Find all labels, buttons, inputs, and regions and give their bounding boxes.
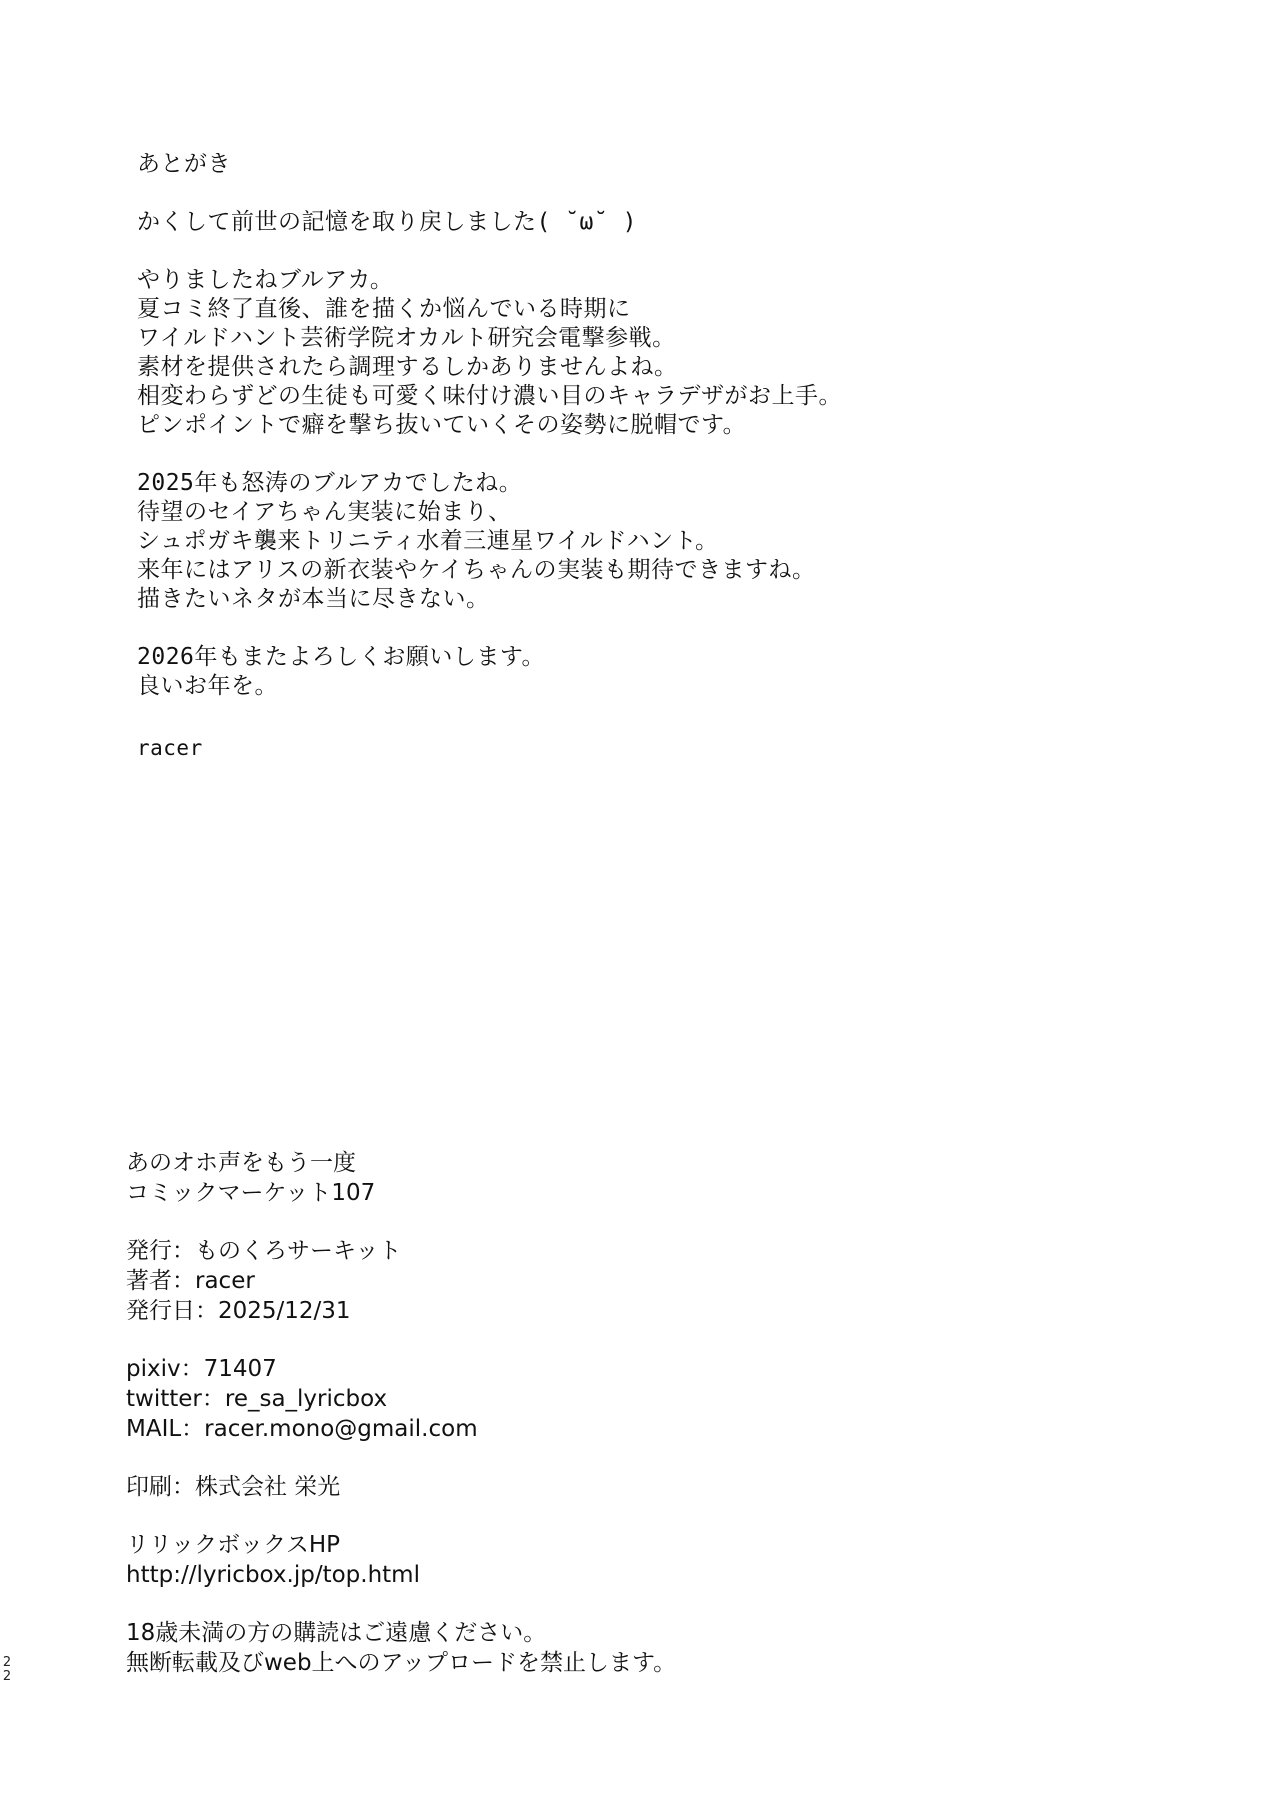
colophon-section bbox=[126, 1148, 1026, 1678]
spacer bbox=[126, 1502, 1026, 1530]
homepage-url: http://lyricbox.jp/top.html bbox=[126, 1562, 420, 1588]
afterword-line: やりましたねブルアカ。 bbox=[137, 267, 394, 293]
spacer bbox=[137, 614, 1137, 643]
spacer bbox=[126, 1590, 1026, 1618]
spacer bbox=[126, 1208, 1026, 1236]
twitter-handle: twitter：re_sa_lyricbox bbox=[126, 1386, 388, 1412]
event-name: コミックマーケット107 bbox=[126, 1180, 376, 1206]
book-title: あのオホ声をもう一度 bbox=[126, 1150, 356, 1176]
homepage-label: リリックボックスHP bbox=[126, 1532, 341, 1558]
afterword-line: 夏コミ終了直後、誰を描くか悩んでいる時期に bbox=[137, 296, 631, 322]
mail-address: MAIL：racer.mono@gmail.com bbox=[126, 1416, 478, 1442]
afterword-line: 2026年もまたよろしくお願いします。 bbox=[137, 644, 546, 670]
author: 著者：racer bbox=[126, 1268, 255, 1294]
page-number-digit: 2 bbox=[2, 1669, 12, 1684]
reprint-notice: 無断転載及びweb上へのアップロードを禁止します。 bbox=[126, 1650, 677, 1676]
afterword-heading: あとがき bbox=[137, 151, 231, 177]
afterword-line: 待望のセイアちゃん実装に始まり、 bbox=[137, 499, 512, 525]
spacer bbox=[137, 701, 1137, 730]
publisher: 発行：ものくろサーキット bbox=[126, 1238, 402, 1264]
printer: 印刷：株式会社 栄光 bbox=[126, 1474, 341, 1500]
spacer bbox=[137, 237, 1137, 266]
spacer bbox=[126, 1444, 1026, 1472]
publish-date: 発行日：2025/12/31 bbox=[126, 1298, 351, 1324]
afterword-line: 素材を提供されたら調理するしかありませんよね。 bbox=[137, 354, 678, 380]
afterword-line: かくして前世の記憶を取り戻しました( ˘ω˘ ) bbox=[137, 209, 637, 235]
afterword-line: ピンポイントで癖を撃ち抜いていくその姿勢に脱帽です。 bbox=[137, 412, 747, 438]
spacer bbox=[137, 179, 1137, 208]
afterword-line: シュポガキ襲来トリニティ水着三連星ワイルドハント。 bbox=[137, 528, 719, 554]
afterword-line: 相変わらずどの生徒も可愛く味付け濃い目のキャラデザがお上手。 bbox=[137, 383, 842, 409]
afterword-section bbox=[137, 150, 1137, 763]
afterword-line: 2025年も怒涛のブルアカでしたね。 bbox=[137, 470, 523, 496]
afterword-line: 良いお年を。 bbox=[137, 673, 278, 699]
pixiv-id: pixiv：71407 bbox=[126, 1356, 277, 1382]
afterword-line: ワイルドハント芸術学院オカルト研究会電撃参戦。 bbox=[137, 325, 676, 351]
page-number bbox=[0, 1656, 14, 1684]
spacer bbox=[126, 1326, 1026, 1354]
afterword-line: 来年にはアリスの新衣装やケイちゃんの実装も期待できますね。 bbox=[137, 557, 816, 583]
page-number-digit: 2 bbox=[2, 1655, 12, 1670]
afterword-signature: racer bbox=[137, 736, 203, 760]
afterword-line: 描きたいネタが本当に尽きない。 bbox=[137, 586, 490, 612]
spacer bbox=[137, 440, 1137, 469]
age-notice: 18歳未満の方の購読はご遠慮ください。 bbox=[126, 1620, 547, 1646]
